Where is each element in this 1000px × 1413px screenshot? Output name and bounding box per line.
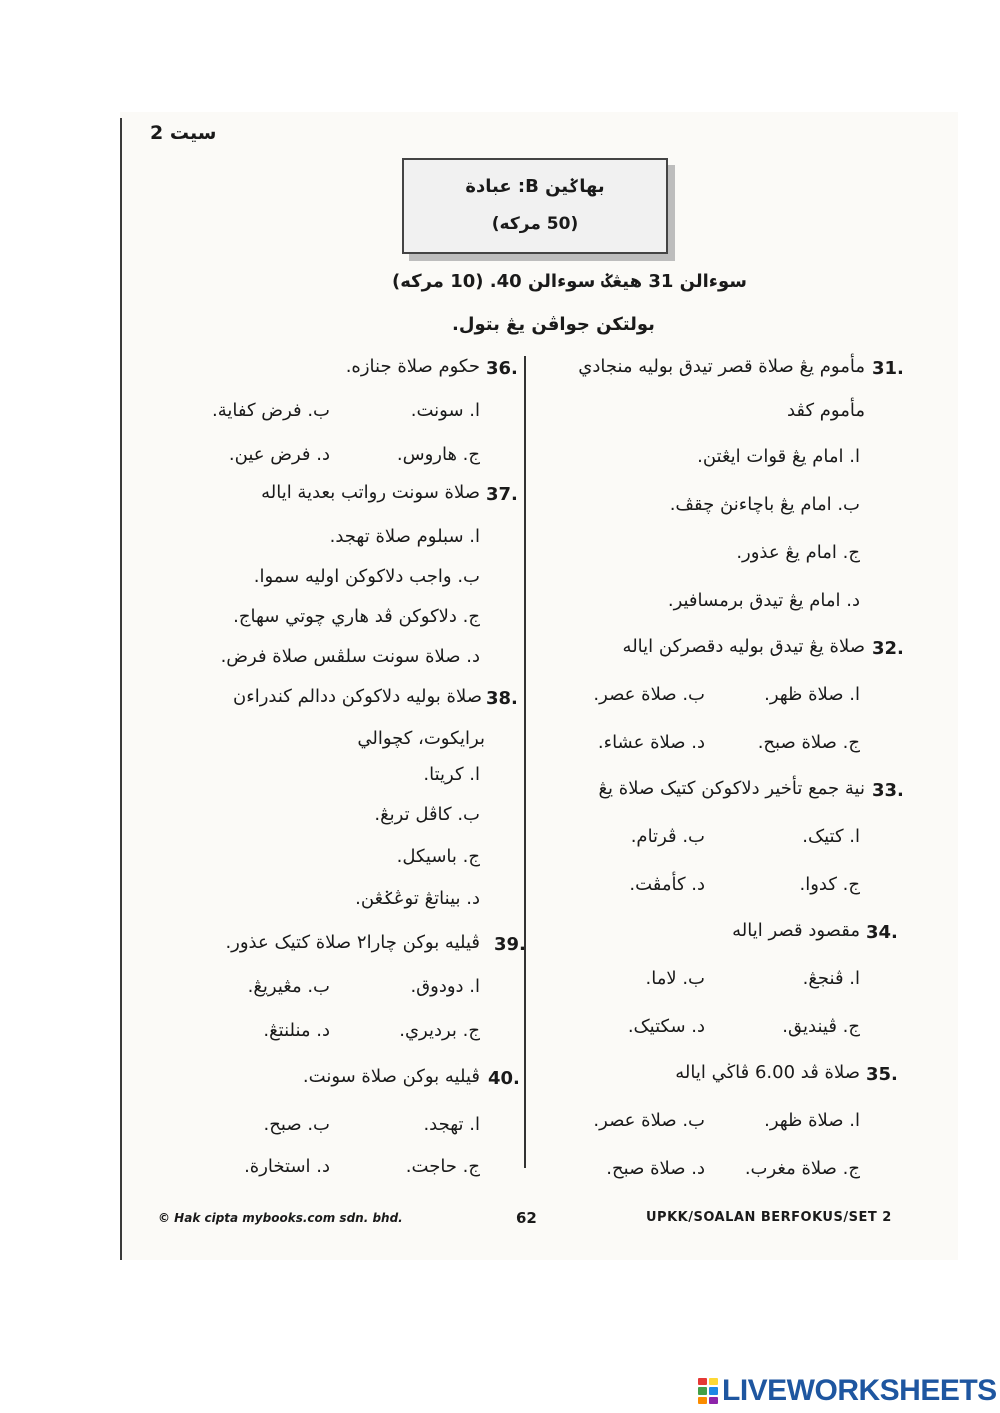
option-b[interactable]: ب. كاڤل تربڠ. xyxy=(374,804,480,825)
option-b[interactable]: ب. واجب دلاكوكن اوليه سموا. xyxy=(253,566,480,587)
option-d[interactable]: د. فرض عين. xyxy=(228,444,330,465)
question-number: 40. xyxy=(488,1068,520,1089)
question-number: 36. xyxy=(486,358,518,379)
option-c[interactable]: ج. دلاكوكن ڤد هاري چوتي سهاج. xyxy=(233,606,480,627)
question-stem: صلاة بوليه دلاكوكن ددالم كندراءن xyxy=(233,686,482,707)
question-number: 31. xyxy=(872,358,904,379)
option-b[interactable]: ب. صبح. xyxy=(263,1114,330,1135)
question-stem: برايكوت، كچوالي xyxy=(357,728,485,749)
range-instruction: سوءالن 31 هيڠݢ سوءالن 40. (10 مركه) xyxy=(392,271,747,292)
question-stem: مأموم يڠ صلاة قصر تيدق بوليه منجادي xyxy=(578,356,865,377)
question-number: 33. xyxy=(872,780,904,801)
option-c[interactable]: ج. حاجت. xyxy=(405,1156,480,1177)
question-stem: صلاة يڠ تيدق بوليه دقصركن اياله xyxy=(622,636,865,657)
question-stem: مأموم كڤد xyxy=(786,400,865,421)
series-label: UPKK/SOALAN BERFOKUS/SET 2 xyxy=(646,1210,892,1225)
question-stem: نية جمع تأخير دلاكوكن كتيک صلاة يڠ xyxy=(598,778,865,799)
question-stem: مقصود قصر اياله xyxy=(732,920,860,941)
option-a[interactable]: ا. تهجد. xyxy=(423,1114,480,1135)
option-d[interactable]: د. بيناتڠ توڠݢڠن. xyxy=(355,888,480,909)
option-d[interactable]: د. صلاة عشاء. xyxy=(597,732,705,753)
option-c[interactable]: ج. ڤينديق. xyxy=(782,1016,860,1037)
option-d[interactable]: د. سكتيک. xyxy=(627,1016,705,1037)
section-title: بهاݢين B: عبادة xyxy=(465,176,605,197)
option-a[interactable]: ا. ڤنجڠ. xyxy=(802,968,860,989)
option-b[interactable]: ب. مڠيريڠ. xyxy=(247,976,330,997)
option-c[interactable]: ج. هاروس. xyxy=(396,444,480,465)
liveworksheets-icon xyxy=(698,1378,718,1404)
option-c[interactable]: ج. باسيكل. xyxy=(396,846,480,867)
option-d[interactable]: د. صلاة صبح. xyxy=(606,1158,705,1179)
option-c[interactable]: ج. برديري. xyxy=(399,1020,480,1041)
option-c[interactable]: ج. صلاة مغرب. xyxy=(744,1158,860,1179)
option-a[interactable]: ا. صلاة ظهر. xyxy=(764,1110,860,1131)
option-a[interactable]: ا. صلاة ظهر. xyxy=(764,684,860,705)
copyright-text: © Hak cipta mybooks.com sdn. bhd. xyxy=(158,1211,403,1225)
answer-instruction: بولتكن جواڤن يڠ بتول. xyxy=(452,314,655,335)
option-c[interactable]: ج. امام يڠ عذور. xyxy=(736,542,860,563)
question-stem: ڤيليه بوكن چارا٢ صلاة كتيک عذور. xyxy=(225,932,480,953)
option-a[interactable]: ا. امام يڠ قوات ايڠتن. xyxy=(697,446,860,467)
option-b[interactable]: ب. لاما. xyxy=(645,968,705,989)
question-stem: ڤيليه بوكن صلاة سونت. xyxy=(302,1066,480,1087)
question-number: 35. xyxy=(866,1064,898,1085)
option-d[interactable]: د. امام يڠ تيدق برمسافير. xyxy=(667,590,860,611)
option-b[interactable]: ب. ڤرتام. xyxy=(630,826,705,847)
option-b[interactable]: ب. فرض كفاية. xyxy=(212,400,330,421)
set-label: سيت 2 xyxy=(150,122,217,144)
option-c[interactable]: ج. صلاة صبح. xyxy=(757,732,860,753)
option-d[interactable]: د. استخارة. xyxy=(244,1156,330,1177)
section-marks: (50 مركه) xyxy=(491,214,579,234)
option-c[interactable]: ج. كدوا. xyxy=(799,874,860,895)
question-number: 34. xyxy=(866,922,898,943)
option-a[interactable]: ا. كريتا. xyxy=(423,764,480,785)
option-b[interactable]: ب. امام يڠ باچاءنڽ چقڤ. xyxy=(669,494,860,515)
liveworksheets-logo xyxy=(698,1374,997,1408)
question-number: 38. xyxy=(486,688,518,709)
question-number: 39. xyxy=(494,934,526,955)
question-stem: حكوم صلاة جنازه. xyxy=(345,356,480,377)
page-number: 62 xyxy=(516,1209,537,1227)
option-d[interactable]: د. منلنتڠ. xyxy=(263,1020,330,1041)
option-a[interactable]: ا. سونت. xyxy=(410,400,480,421)
question-number: 32. xyxy=(872,638,904,659)
option-b[interactable]: ب. صلاة عصر. xyxy=(593,1110,705,1131)
option-d[interactable]: د. كأمڤت. xyxy=(629,874,705,895)
question-stem: صلاة ڤد 6.00 ڤاڬي اياله xyxy=(675,1062,860,1083)
liveworksheets-wordmark: LIVEWORKSHEETS xyxy=(722,1374,997,1407)
question-stem: صلاة سونت رواتب بعدية اياله xyxy=(261,482,480,503)
option-a[interactable]: ا. كتيک. xyxy=(802,826,860,847)
column-divider xyxy=(524,356,526,1168)
option-b[interactable]: ب. صلاة عصر. xyxy=(593,684,705,705)
question-number: 37. xyxy=(486,484,518,505)
section-header-box xyxy=(402,158,668,254)
option-a[interactable]: ا. دودوق. xyxy=(410,976,480,997)
option-a[interactable]: ا. سبلوم صلاة تهجد. xyxy=(329,526,480,547)
page-edge-line xyxy=(120,118,122,1260)
option-d[interactable]: د. صلاة سونت سلڤس صلاة فرض. xyxy=(220,646,480,667)
